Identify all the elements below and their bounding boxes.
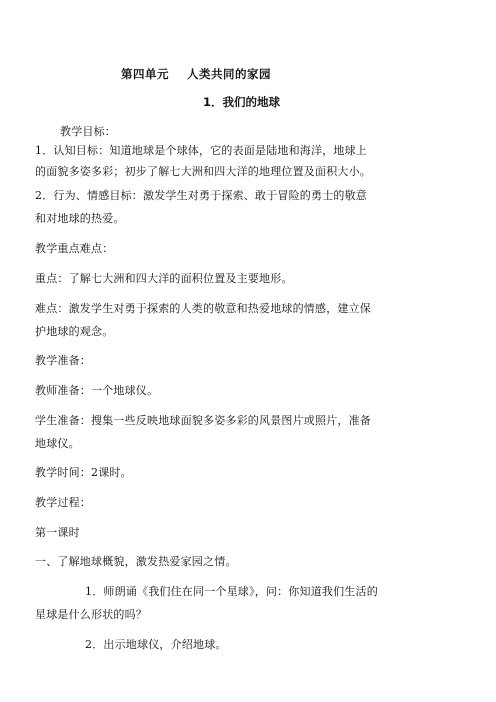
paragraph-line: 学生准备：搜集一些反映地球面貌多姿多彩的风景图片或照片，准备 — [35, 414, 371, 427]
paragraph-line: 1．认知目标：知道地球是个球体，它的表面是陆地和海洋，地球上 — [35, 144, 367, 157]
section-heading-key-points: 教学重点难点： — [35, 242, 114, 255]
paragraph-line: 2．出示地球仪，介绍地球。 — [85, 638, 227, 651]
paragraph-line: 重点：了解七大洲和四大洋的面积位置及主要地形。 — [35, 272, 293, 285]
paragraph-line: 难点：激发学生对勇于探索的人类的敬意和热爱地球的情感，建立保 — [35, 302, 371, 315]
paragraph-line: 2．行为、情感目标：激发学生对勇于探索、敢于冒险的勇士的敬意 — [35, 189, 367, 202]
paragraph-line: 和对地球的热爱。 — [35, 212, 125, 225]
unit-heading — [121, 66, 271, 82]
paragraph-line: 1．师朗诵《我们住在同一个星球》，问：你知道我们生活的 — [85, 585, 378, 598]
paragraph-line: 地球仪。 — [35, 437, 80, 450]
paragraph-line: 星球是什么形状的吗？ — [35, 608, 147, 621]
section-heading-objectives: 教学目标： — [60, 125, 116, 138]
section-heading-preparation: 教学准备： — [35, 354, 91, 367]
paragraph-line: 的面貌多姿多彩；初步了解七大洲和四大洋的地理位置及面积大小。 — [35, 165, 371, 178]
unit-number: 第四单元 — [121, 67, 169, 81]
paragraph-line: 教师准备：一个地球仪。 — [35, 384, 159, 397]
paragraph-line: 护地球的观念。 — [35, 325, 114, 338]
lesson-title: 1．我们的地球 — [203, 95, 281, 109]
paragraph-line: 第一课时 — [35, 526, 80, 539]
paragraph-line: 一、了解地球概貌，激发热爱家园之情。 — [35, 555, 237, 568]
paragraph-line: 教学时间：2课时。 — [35, 466, 132, 479]
unit-topic: 人类共同的家园 — [187, 67, 271, 81]
section-heading-process: 教学过程： — [35, 496, 91, 509]
